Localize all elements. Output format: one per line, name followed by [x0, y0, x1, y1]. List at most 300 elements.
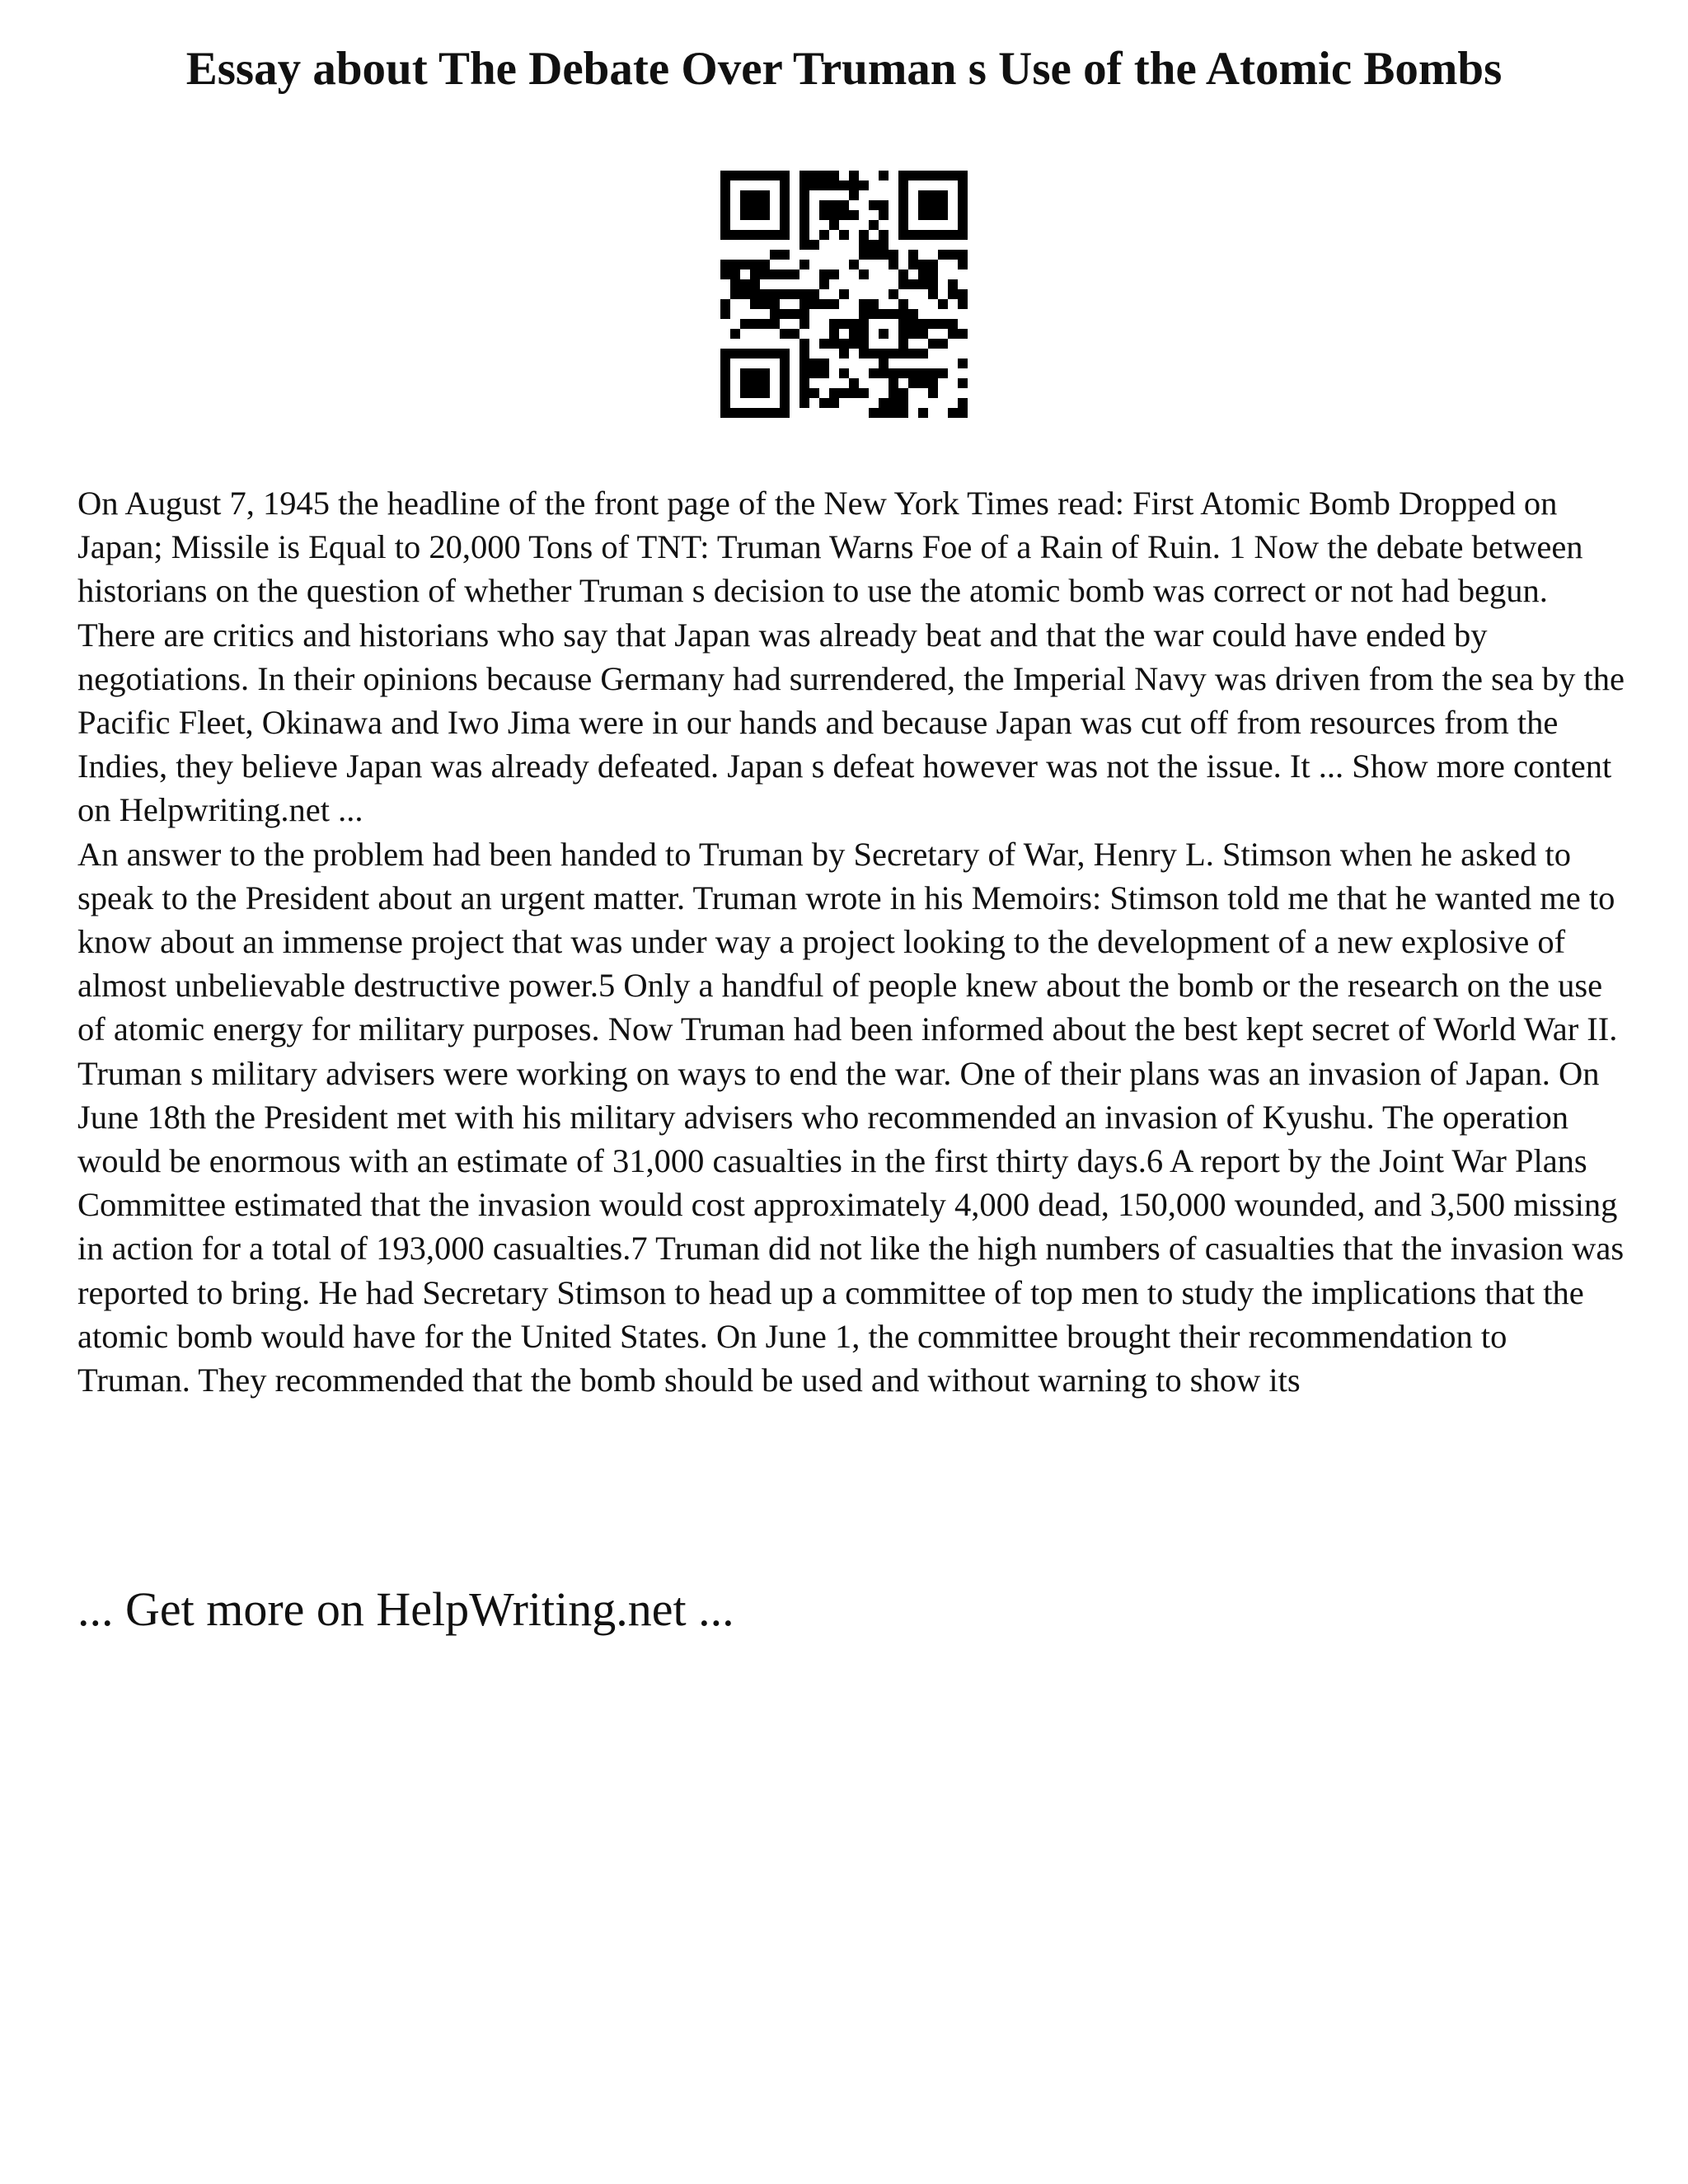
qr-module [799, 180, 809, 190]
qr-module [869, 250, 879, 260]
qr-module [750, 408, 760, 418]
qr-module [889, 368, 898, 378]
qr-module [849, 339, 859, 349]
qr-module [780, 388, 790, 398]
qr-module [958, 180, 968, 190]
qr-module [829, 388, 839, 398]
qr-module [958, 190, 968, 200]
qr-module [760, 171, 770, 180]
qr-module [958, 200, 968, 210]
qr-module [770, 171, 780, 180]
qr-module [859, 250, 869, 260]
document-title: Essay about The Debate Over Truman s Use of the Atomic Bombs [185, 43, 1503, 95]
qr-module [898, 388, 908, 398]
qr-module [928, 171, 938, 180]
qr-module [809, 180, 819, 190]
qr-module [809, 368, 819, 378]
qr-module [760, 200, 770, 210]
qr-module [720, 190, 730, 200]
qr-module [908, 279, 918, 289]
qr-module [869, 349, 879, 359]
qr-module [799, 359, 809, 368]
qr-module [948, 171, 958, 180]
qr-module [720, 260, 730, 269]
qr-module [938, 368, 948, 378]
qr-module [740, 408, 750, 418]
qr-module [780, 349, 790, 359]
qr-module [730, 260, 740, 269]
qr-module [740, 289, 750, 299]
essay-paragraph-2: An answer to the problem had been handed to Truman by Secretary of War, Henry L. Stimson when he asked to speak to the President about an urgent matter. Truman wrote in his Memoirs: Stimson told me that he wanted me to know about an immense project that was under way a project looking to the development of a new explosive of almost unbelievable destructive power.5 Only a handful of people knew about the bomb or the research on the use of atomic energy for military purposes. Now Truman had been informed about the best kept secret of World War II. Truman s military advisers were working on ways to end the war. One of their plans was an invasion of Japan. On June 18th the President met with his military advisers who recommended an invasion of Kyushu. The operation would be enormous with an estimate of 31,000 casualties in the first thirty days.6 A report by the Joint War Plans Committee estimated that the invasion would cost approximately 4,000 dead, 150,000 wounded, and 3,500 missing in action for a total of 193,000 casualties.7 Truman did not like the high numbers of casualties that the invasion was reported to bring. He had Secretary Stimson to head up a committee of top men to study the implications that the atomic bomb would have for the United States. On June 1, the committee brought their recommendation to Truman. They recommended that the bomb should be used and without warning to show its [77, 835, 1625, 1399]
qr-module [730, 408, 740, 418]
qr-module [879, 349, 889, 359]
qr-module [849, 210, 859, 220]
qr-module [720, 359, 730, 368]
qr-module [918, 190, 928, 200]
qr-module [740, 190, 750, 200]
qr-module [918, 378, 928, 388]
qr-module [859, 309, 869, 319]
qr-module [740, 319, 750, 329]
qr-module [730, 230, 740, 240]
qr-module [958, 378, 968, 388]
qr-module [720, 180, 730, 190]
qr-module [730, 289, 740, 299]
qr-module [809, 359, 819, 368]
qr-module [928, 378, 938, 388]
qr-code-icon[interactable] [720, 171, 968, 418]
qr-module [898, 190, 908, 200]
qr-module [958, 250, 968, 260]
qr-module [720, 220, 730, 230]
qr-module [928, 319, 938, 329]
qr-module [928, 289, 938, 299]
qr-module [760, 230, 770, 240]
qr-module [958, 408, 968, 418]
qr-module [799, 319, 809, 329]
qr-module [879, 240, 889, 250]
qr-module [879, 329, 889, 339]
qr-module [879, 250, 889, 260]
qr-module [799, 378, 809, 388]
qr-module [948, 408, 958, 418]
qr-module [750, 349, 760, 359]
qr-module [898, 220, 908, 230]
qr-module [809, 289, 819, 299]
qr-module [750, 299, 760, 309]
qr-module [908, 171, 918, 180]
qr-module [918, 210, 928, 220]
qr-module [889, 289, 898, 299]
qr-module [750, 190, 760, 200]
qr-module [760, 349, 770, 359]
qr-module [958, 230, 968, 240]
qr-module [889, 408, 898, 418]
qr-module [849, 260, 859, 269]
qr-module [750, 230, 760, 240]
qr-module [720, 230, 730, 240]
qr-module [750, 388, 760, 398]
qr-module [799, 230, 809, 240]
qr-module [879, 398, 889, 408]
qr-module [740, 349, 750, 359]
qr-module [898, 368, 908, 378]
qr-module [918, 230, 928, 240]
qr-module [780, 408, 790, 418]
qr-module [908, 250, 918, 260]
qr-module [898, 398, 908, 408]
qr-module [750, 368, 760, 378]
qr-module [938, 190, 948, 200]
qr-module [750, 260, 760, 269]
qr-module [898, 329, 908, 339]
qr-module [780, 309, 790, 319]
qr-module [879, 171, 889, 180]
qr-module [730, 279, 740, 289]
qr-module [720, 200, 730, 210]
qr-module [859, 230, 869, 240]
qr-module [809, 240, 819, 250]
qr-module [740, 210, 750, 220]
qr-module [740, 388, 750, 398]
qr-module [958, 359, 968, 368]
qr-module [849, 329, 859, 339]
qr-module [958, 329, 968, 339]
qr-module [869, 299, 879, 309]
qr-module [859, 349, 869, 359]
qr-module [859, 269, 869, 279]
qr-module [898, 210, 908, 220]
qr-module [799, 398, 809, 408]
qr-module [760, 269, 770, 279]
qr-module [839, 388, 849, 398]
qr-module [898, 349, 908, 359]
qr-module [839, 368, 849, 378]
qr-module [849, 319, 859, 329]
qr-module [720, 388, 730, 398]
qr-module [829, 398, 839, 408]
qr-module [938, 299, 948, 309]
qr-module [760, 260, 770, 269]
qr-module [839, 319, 849, 329]
qr-module [780, 368, 790, 378]
qr-module [760, 299, 770, 309]
qr-module [780, 200, 790, 210]
qr-module [898, 339, 908, 349]
essay-paragraph-1: On August 7, 1945 the headline of the front page of the New York Times read: First Atomic Bomb Dropped on Japan; Missile is Equal to 20,000 Tons of TNT: Truman Warns Foe of a Rain of Ruin. 1 Now the debate between historians on the question of whether Truman s decision to use the atomic bomb was correct or not had begun. There are critics and historians who say that Japan was already beat and that the war could have ended by negotiations. In their opinions because Germany had surrendered, the Imperial Navy was driven from the sea by the Pacific Fleet, Okinawa and Iwo Jima were in our hands and because Japan was cut off from resources from the Indies, they believe Japan was already defeated. Japan s defeat however was not the issue. It ... Show more content on Helpwriting.net ... [77, 485, 1625, 829]
qr-module [829, 339, 839, 349]
qr-module [819, 269, 829, 279]
qr-module [720, 378, 730, 388]
qr-module [908, 378, 918, 388]
qr-module [760, 190, 770, 200]
qr-module [730, 171, 740, 180]
qr-module [869, 200, 879, 210]
qr-module [740, 279, 750, 289]
qr-module [918, 319, 928, 329]
qr-module [760, 368, 770, 378]
qr-module [740, 200, 750, 210]
qr-module [819, 279, 829, 289]
qr-module [799, 349, 809, 359]
qr-module [750, 269, 760, 279]
qr-module [819, 200, 829, 210]
qr-module [819, 368, 829, 378]
qr-module [780, 289, 790, 299]
qr-module [720, 349, 730, 359]
qr-module [889, 349, 898, 359]
qr-module [918, 269, 928, 279]
qr-module [938, 230, 948, 240]
qr-module [799, 260, 809, 269]
qr-module [859, 180, 869, 190]
qr-module [918, 329, 928, 339]
qr-module [819, 230, 829, 240]
qr-module [730, 329, 740, 339]
qr-module [948, 230, 958, 240]
qr-module [958, 299, 968, 309]
qr-module [928, 269, 938, 279]
qr-module [869, 309, 879, 319]
qr-module [799, 388, 809, 398]
qr-module [770, 319, 780, 329]
qr-module [720, 299, 730, 309]
qr-module [898, 269, 908, 279]
get-more-link[interactable]: ... Get more on HelpWriting.net ... [77, 1582, 734, 1636]
qr-module [958, 220, 968, 230]
qr-module [918, 260, 928, 269]
qr-module [740, 378, 750, 388]
qr-module [799, 299, 809, 309]
qr-module [938, 171, 948, 180]
qr-module [898, 180, 908, 190]
qr-module [879, 408, 889, 418]
qr-module [720, 309, 730, 319]
qr-module [750, 378, 760, 388]
qr-module [879, 359, 889, 368]
qr-module [780, 329, 790, 339]
qr-module [938, 319, 948, 329]
qr-module [839, 349, 849, 359]
qr-module [770, 349, 780, 359]
qr-module [770, 289, 780, 299]
qr-module [938, 210, 948, 220]
qr-module [780, 250, 790, 260]
qr-module [809, 171, 819, 180]
qr-module [869, 220, 879, 230]
qr-module [908, 309, 918, 319]
qr-module [839, 230, 849, 240]
qr-module [849, 171, 859, 180]
qr-module [819, 171, 829, 180]
qr-module [819, 398, 829, 408]
qr-module [799, 171, 809, 180]
qr-module [948, 250, 958, 260]
qr-module [898, 299, 908, 309]
qr-module [898, 319, 908, 329]
qr-module [839, 210, 849, 220]
qr-module [859, 329, 869, 339]
qr-module [780, 378, 790, 388]
qr-module [849, 378, 859, 388]
qr-module [958, 171, 968, 180]
qr-module [799, 190, 809, 200]
qr-module [760, 408, 770, 418]
qr-module [859, 339, 869, 349]
qr-module [720, 269, 730, 279]
qr-module [780, 190, 790, 200]
qr-module [869, 368, 879, 378]
qr-module [829, 329, 839, 339]
qr-module [780, 269, 790, 279]
qr-module [918, 200, 928, 210]
qr-module [879, 200, 889, 210]
qr-module [730, 269, 740, 279]
qr-module [839, 289, 849, 299]
qr-module [938, 200, 948, 210]
qr-module [780, 398, 790, 408]
qr-module [869, 408, 879, 418]
qr-module [770, 250, 780, 260]
qr-module [928, 339, 938, 349]
qr-module [750, 279, 760, 289]
qr-module [760, 378, 770, 388]
qr-module [889, 388, 898, 398]
qr-module [879, 210, 889, 220]
qr-module [948, 279, 958, 289]
qr-module [928, 200, 938, 210]
qr-module [918, 279, 928, 289]
qr-module [918, 171, 928, 180]
qr-module [879, 230, 889, 240]
qr-module [958, 398, 968, 408]
qr-module [750, 171, 760, 180]
qr-module [829, 299, 839, 309]
qr-module [780, 220, 790, 230]
qr-module [908, 230, 918, 240]
qr-module [829, 171, 839, 180]
qr-module [928, 230, 938, 240]
qr-module [889, 309, 898, 319]
qr-module [720, 210, 730, 220]
qr-module [790, 269, 799, 279]
qr-module [938, 339, 948, 349]
qr-module [898, 279, 908, 289]
qr-module [809, 388, 819, 398]
qr-module [859, 240, 869, 250]
qr-module [770, 299, 780, 309]
qr-module [889, 378, 898, 388]
qr-module [948, 319, 958, 329]
qr-module [780, 180, 790, 190]
qr-module [809, 299, 819, 309]
qr-module [770, 230, 780, 240]
qr-module [908, 349, 918, 359]
qr-module [849, 190, 859, 200]
qr-module [819, 359, 829, 368]
qr-module [740, 230, 750, 240]
qr-module [898, 309, 908, 319]
qr-module [819, 339, 829, 349]
qr-module [740, 368, 750, 378]
qr-module [770, 309, 780, 319]
qr-module [829, 210, 839, 220]
qr-module [948, 329, 958, 339]
qr-module [908, 329, 918, 339]
qr-module [889, 250, 898, 260]
qr-module [799, 200, 809, 210]
qr-module [770, 408, 780, 418]
qr-module [829, 269, 839, 279]
qr-module [740, 260, 750, 269]
qr-module [740, 171, 750, 180]
qr-module [958, 289, 968, 299]
qr-module [839, 339, 849, 349]
qr-module [770, 269, 780, 279]
qr-module [790, 309, 799, 319]
qr-module [750, 210, 760, 220]
qr-module [958, 260, 968, 269]
qr-module [819, 299, 829, 309]
qr-module [760, 289, 770, 299]
qr-module [829, 319, 839, 329]
qr-module [869, 240, 879, 250]
qr-module [938, 250, 948, 260]
qr-module [829, 180, 839, 190]
qr-module [780, 171, 790, 180]
qr-module [948, 289, 958, 299]
qr-module [889, 260, 898, 269]
qr-module [780, 359, 790, 368]
qr-module [908, 260, 918, 269]
qr-module [799, 220, 809, 230]
qr-module [799, 309, 809, 319]
qr-module [720, 368, 730, 378]
qr-module [928, 368, 938, 378]
qr-module [760, 210, 770, 220]
qr-module [829, 220, 839, 230]
qr-module [730, 349, 740, 359]
qr-module [859, 299, 869, 309]
qr-module [908, 368, 918, 378]
qr-module [889, 398, 898, 408]
qr-module [879, 368, 889, 378]
qr-module [928, 190, 938, 200]
qr-module [958, 210, 968, 220]
qr-module [879, 309, 889, 319]
qr-module [928, 210, 938, 220]
qr-module [839, 180, 849, 190]
qr-module [790, 289, 799, 299]
qr-module [928, 279, 938, 289]
qr-module [799, 368, 809, 378]
qr-module [859, 388, 869, 398]
qr-module [898, 408, 908, 418]
qr-module [780, 210, 790, 220]
qr-module [720, 398, 730, 408]
qr-module [819, 210, 829, 220]
qr-module [898, 200, 908, 210]
qr-module [898, 230, 908, 240]
qr-module [859, 319, 869, 329]
qr-module [928, 260, 938, 269]
qr-module [720, 408, 730, 418]
qr-module [819, 180, 829, 190]
qr-module [918, 368, 928, 378]
qr-module [799, 339, 809, 349]
qr-module [760, 388, 770, 398]
qr-module [908, 319, 918, 329]
